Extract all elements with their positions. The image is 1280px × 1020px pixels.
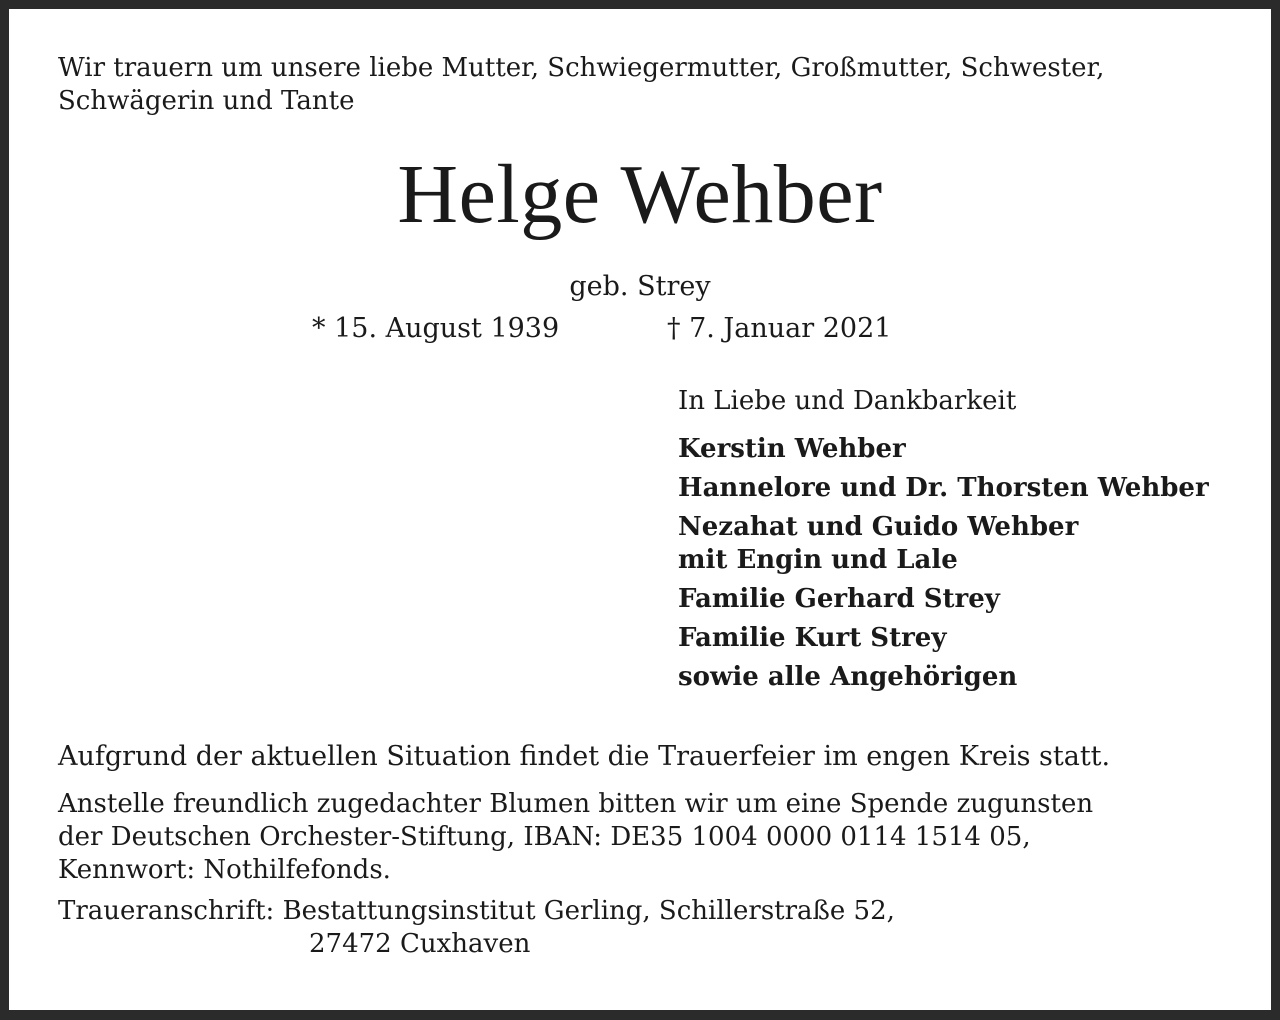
- mourner-name: Familie Gerhard Strey: [678, 584, 1000, 614]
- mourner-name: sowie alle Angehörigen: [678, 662, 1018, 692]
- mourner-name: Hannelore und Dr. Thorsten Wehber: [678, 473, 1209, 503]
- mourner-name: Familie Kurt Strey: [678, 623, 947, 653]
- mourner-name: mit Engin und Lale: [678, 545, 958, 575]
- mourners-list: [678, 432, 1209, 695]
- donation-note: [58, 788, 1093, 887]
- ceremony-note: Aufgrund der aktuellen Situation findet die Trauerfeier im engen Kreis statt.: [58, 741, 1111, 772]
- mourner-name: Nezahat und Guido Wehber: [678, 512, 1079, 542]
- address-line-2: 27472 Cuxhaven: [309, 929, 531, 959]
- death-date: † 7. Januar 2021: [667, 313, 892, 344]
- mourning-address: [58, 895, 895, 961]
- deceased-name: Helge Wehber: [397, 148, 883, 241]
- mourners-heading: In Liebe und Dankbarkeit: [678, 386, 1017, 416]
- donation-line-1: Anstelle freundlich zugedachter Blumen bitten wir um eine Spende zugunsten: [58, 789, 1094, 819]
- address-line-1: Traueranschrift: Bestattungsinstitut Gerling, Schillerstraße 52,: [58, 896, 895, 926]
- birth-date: * 15. August 1939: [312, 313, 560, 344]
- donation-line-2: der Deutschen Orchester-Stiftung, IBAN: DE35 1004 0000 0114 1514 05,: [58, 822, 1031, 852]
- intro-line-2: Schwägerin und Tante: [58, 86, 355, 116]
- intro-text: [58, 52, 1104, 118]
- maiden-name: geb. Strey: [569, 271, 711, 302]
- donation-line-3: Kennwort: Nothilfefonds.: [58, 855, 391, 885]
- intro-line-1: Wir trauern um unsere liebe Mutter, Schwiegermutter, Großmutter, Schwester,: [58, 53, 1105, 83]
- mourner-name: Kerstin Wehber: [678, 434, 906, 464]
